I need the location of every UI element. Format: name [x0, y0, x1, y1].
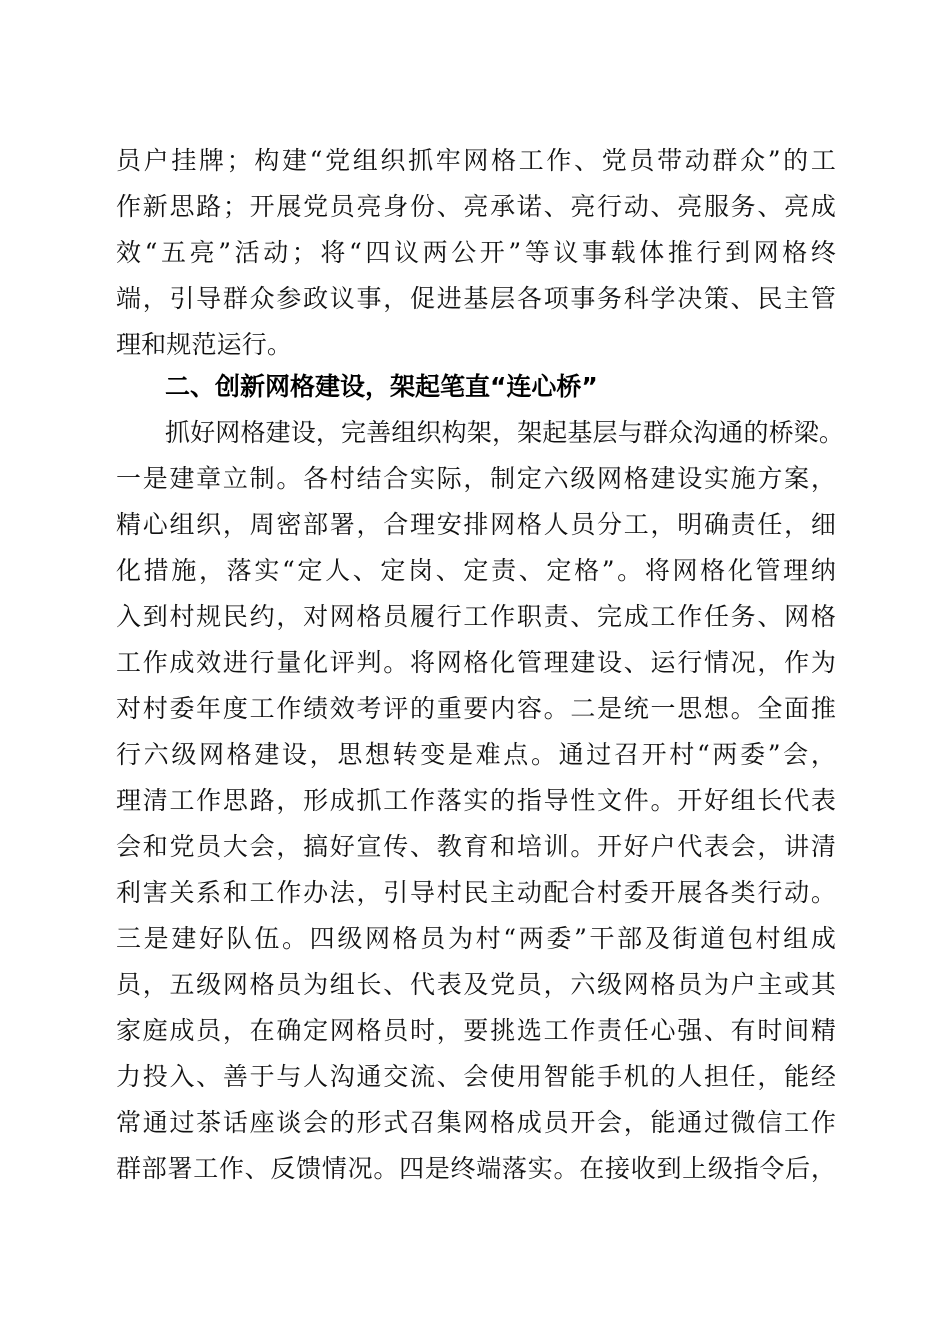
- paragraph-line: 端，引导群众参政议事，促进基层各项事务科学决策、民主管: [116, 284, 836, 313]
- paragraph-line: 员户挂牌；构建“党组织抓牢网格工作、党员带动群众”的工: [116, 146, 836, 175]
- paragraph-line: 理清工作思路，形成抓工作落实的指导性文件。开好组长代表: [116, 786, 836, 815]
- paragraph-line: 行六级网格建设，思想转变是难点。通过召开村“两委”会，: [116, 740, 836, 769]
- paragraph-line: 化措施，落实“定人、定岗、定责、定格”。将网格化管理纳: [116, 556, 836, 585]
- paragraph-line: 力投入、善于与人沟通交流、会使用智能手机的人担任，能经: [116, 1062, 836, 1091]
- paragraph-line: 会和党员大会，搞好宣传、教育和培训。开好户代表会，讲清: [116, 832, 836, 861]
- paragraph-line: 工作成效进行量化评判。将网格化管理建设、运行情况，作为: [116, 648, 836, 677]
- paragraph-line: 理和规范运行。: [116, 330, 293, 359]
- section-heading: 二、创新网格建设，架起笔直“连心桥”: [165, 372, 598, 401]
- paragraph-line: 入到村规民约，对网格员履行工作职责、完成工作任务、网格: [116, 602, 836, 631]
- paragraph-line: 利害关系和工作办法，引导村民主动配合村委开展各类行动。: [116, 878, 836, 907]
- paragraph-line: 群部署工作、反馈情况。四是终端落实。在接收到上级指令后，: [116, 1154, 836, 1183]
- paragraph-line: 效“五亮”活动；将“四议两公开”等议事载体推行到网格终: [116, 238, 836, 267]
- paragraph-line: 家庭成员，在确定网格员时，要挑选工作责任心强、有时间精: [116, 1016, 836, 1045]
- paragraph-line: 抓好网格建设，完善组织构架，架起基层与群众沟通的桥梁。: [165, 418, 845, 447]
- paragraph-line: 对村委年度工作绩效考评的重要内容。二是统一思想。全面推: [116, 694, 836, 723]
- paragraph-line: 常通过茶话座谈会的形式召集网格成员开会，能通过微信工作: [116, 1108, 836, 1137]
- paragraph-line: 精心组织，周密部署，合理安排网格人员分工，明确责任，细: [116, 510, 836, 539]
- paragraph-line: 三是建好队伍。四级网格员为村“两委”干部及街道包村组成: [116, 924, 836, 953]
- paragraph-line: 员，五级网格员为组长、代表及党员，六级网格员为户主或其: [116, 970, 836, 999]
- paragraph-line: 作新思路；开展党员亮身份、亮承诺、亮行动、亮服务、亮成: [116, 192, 836, 221]
- paragraph-line: 一是建章立制。各村结合实际，制定六级网格建设实施方案，: [116, 464, 836, 493]
